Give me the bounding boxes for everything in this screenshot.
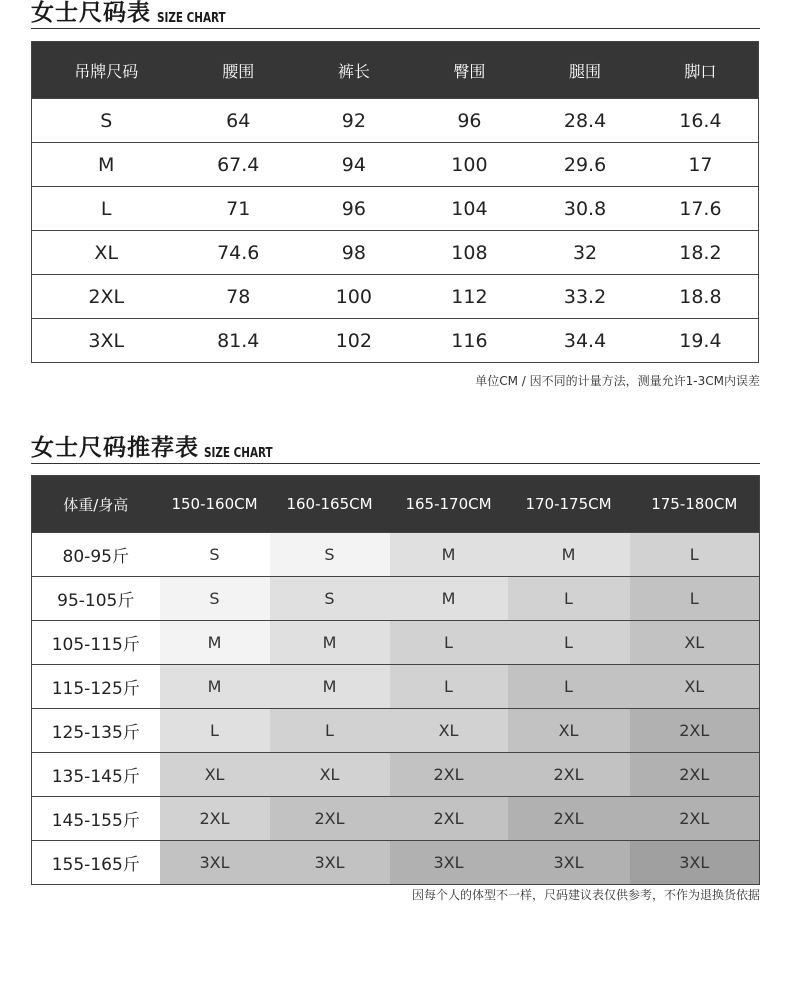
measurement-cell: 71	[180, 187, 296, 231]
measurement-cell: 17	[643, 143, 759, 187]
weight-range-cell: 80-95斤	[32, 533, 160, 577]
measurement-cell: 64	[180, 99, 296, 143]
table-row	[32, 621, 760, 665]
recommend-chart-note: 因每个人的体型不一样，尺码建议表仅供参考，不作为退换货依据	[411, 888, 760, 902]
measurement-cell: 96	[296, 187, 412, 231]
recommended-size-cell: L	[390, 621, 508, 665]
measurement-cell: 96	[412, 99, 528, 143]
table-row	[32, 143, 759, 187]
recommended-size-cell: S	[160, 577, 270, 621]
recommended-size-cell: 2XL	[390, 753, 508, 797]
header-leg-opening: 脚口	[643, 42, 759, 99]
recommended-size-cell: 3XL	[160, 841, 270, 885]
recommended-size-cell: 2XL	[390, 797, 508, 841]
recommended-size-cell: 2XL	[630, 797, 760, 841]
table-row	[32, 533, 760, 577]
recommended-size-cell: L	[160, 709, 270, 753]
recommended-size-cell: L	[390, 665, 508, 709]
header-height-165-170: 165-170CM	[390, 476, 508, 533]
recommended-size-cell: 3XL	[270, 841, 390, 885]
recommended-size-cell: 3XL	[630, 841, 760, 885]
size-chart-heading	[31, 0, 760, 29]
recommended-size-cell: XL	[630, 665, 760, 709]
recommended-size-cell: 3XL	[508, 841, 630, 885]
measurement-cell: 34.4	[527, 319, 643, 363]
recommended-size-cell: M	[160, 621, 270, 665]
measurement-cell: 98	[296, 231, 412, 275]
recommend-table-header-row	[32, 476, 760, 533]
header-thigh: 腿围	[527, 42, 643, 99]
table-row	[32, 753, 760, 797]
recommended-size-cell: XL	[270, 753, 390, 797]
table-row	[32, 319, 759, 363]
measurement-cell: 108	[412, 231, 528, 275]
recommended-size-cell: M	[270, 621, 390, 665]
recommended-size-cell: 2XL	[508, 753, 630, 797]
measurement-cell: 18.2	[643, 231, 759, 275]
recommended-size-cell: M	[270, 665, 390, 709]
measurement-cell: 33.2	[527, 275, 643, 319]
header-pants-length: 裤长	[296, 42, 412, 99]
recommended-size-cell: M	[390, 577, 508, 621]
measurement-cell: 18.8	[643, 275, 759, 319]
recommended-size-cell: L	[630, 533, 760, 577]
measurement-cell: 78	[180, 275, 296, 319]
table-row	[32, 841, 760, 885]
measurement-cell: 112	[412, 275, 528, 319]
header-height-160-165: 160-165CM	[270, 476, 390, 533]
measurement-cell: 94	[296, 143, 412, 187]
header-weight-height: 体重/身高	[32, 476, 160, 533]
recommended-size-cell: 2XL	[508, 797, 630, 841]
size-label-cell: 2XL	[32, 275, 181, 319]
size-table	[31, 41, 759, 363]
table-row	[32, 797, 760, 841]
recommended-size-cell: L	[270, 709, 390, 753]
measurement-cell: 19.4	[643, 319, 759, 363]
size-label-cell: 3XL	[32, 319, 181, 363]
header-hip: 臀围	[412, 42, 528, 99]
table-row	[32, 709, 760, 753]
recommended-size-cell: S	[270, 577, 390, 621]
measurement-cell: 100	[296, 275, 412, 319]
measurement-cell: 116	[412, 319, 528, 363]
weight-range-cell: 125-135斤	[32, 709, 160, 753]
recommend-chart-heading	[31, 435, 760, 464]
measurement-cell: 29.6	[527, 143, 643, 187]
measurement-cell: 104	[412, 187, 528, 231]
weight-range-cell: 155-165斤	[32, 841, 160, 885]
measurement-cell: 17.6	[643, 187, 759, 231]
recommended-size-cell: S	[160, 533, 270, 577]
recommended-size-cell: XL	[160, 753, 270, 797]
weight-range-cell: 135-145斤	[32, 753, 160, 797]
measurement-cell: 100	[412, 143, 528, 187]
measurement-cell: 28.4	[527, 99, 643, 143]
measurement-cell: 16.4	[643, 99, 759, 143]
recommended-size-cell: 2XL	[630, 753, 760, 797]
measurement-cell: 30.8	[527, 187, 643, 231]
size-recommendation-table	[31, 475, 760, 885]
recommended-size-cell: 2XL	[160, 797, 270, 841]
measurement-cell: 74.6	[180, 231, 296, 275]
recommended-size-cell: 2XL	[630, 709, 760, 753]
size-chart-subtitle: SIZE CHART	[157, 11, 226, 26]
recommended-size-cell: XL	[508, 709, 630, 753]
recommended-size-cell: L	[508, 621, 630, 665]
weight-range-cell: 145-155斤	[32, 797, 160, 841]
recommended-size-cell: L	[508, 577, 630, 621]
table-row	[32, 187, 759, 231]
recommend-chart-title: 女士尺码推荐表	[31, 435, 199, 461]
table-row	[32, 665, 760, 709]
weight-range-cell: 105-115斤	[32, 621, 160, 665]
size-label-cell: L	[32, 187, 181, 231]
weight-range-cell: 95-105斤	[32, 577, 160, 621]
measurement-cell: 92	[296, 99, 412, 143]
size-label-cell: XL	[32, 231, 181, 275]
recommended-size-cell: 3XL	[390, 841, 508, 885]
recommended-size-cell: L	[508, 665, 630, 709]
recommended-size-cell: M	[160, 665, 270, 709]
size-chart-title: 女士尺码表	[31, 0, 151, 26]
measurement-cell: 32	[527, 231, 643, 275]
recommended-size-cell: L	[630, 577, 760, 621]
size-chart-note: 单位CM / 因不同的计量方法，测量允许1-3CM内误差	[475, 374, 760, 388]
recommended-size-cell: M	[508, 533, 630, 577]
header-tag-size: 吊牌尺码	[32, 42, 181, 99]
recommended-size-cell: XL	[390, 709, 508, 753]
recommended-size-cell: S	[270, 533, 390, 577]
table-row	[32, 231, 759, 275]
recommended-size-cell: M	[390, 533, 508, 577]
table-row	[32, 577, 760, 621]
recommend-chart-subtitle: SIZE CHART	[204, 446, 273, 461]
weight-range-cell: 115-125斤	[32, 665, 160, 709]
size-table-header-row	[32, 42, 759, 99]
header-height-150-160: 150-160CM	[160, 476, 270, 533]
recommended-size-cell: XL	[630, 621, 760, 665]
table-row	[32, 275, 759, 319]
header-waist: 腰围	[180, 42, 296, 99]
size-label-cell: M	[32, 143, 181, 187]
header-height-175-180: 175-180CM	[630, 476, 760, 533]
measurement-cell: 81.4	[180, 319, 296, 363]
measurement-cell: 67.4	[180, 143, 296, 187]
header-height-170-175: 170-175CM	[508, 476, 630, 533]
measurement-cell: 102	[296, 319, 412, 363]
recommended-size-cell: 2XL	[270, 797, 390, 841]
size-label-cell: S	[32, 99, 181, 143]
table-row	[32, 99, 759, 143]
